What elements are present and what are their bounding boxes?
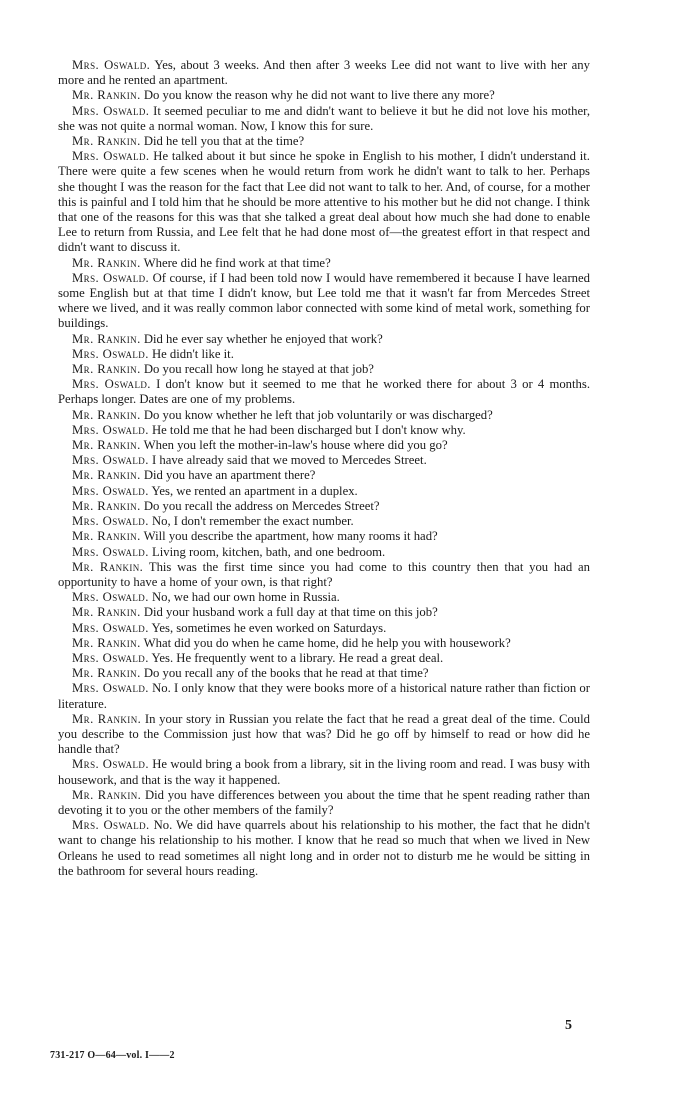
statement-text: He told me that he had been discharged but I don't know why. (151, 422, 466, 437)
speaker-name: Mr. Rankin. (72, 559, 144, 574)
speaker-name: Mrs. Oswald. (72, 483, 149, 498)
testimony-transcript (58, 58, 590, 879)
speaker-name: Mr. Rankin. (72, 438, 141, 453)
statement-text: He talked about it but since he spoke in English to his mother, I didn't understand it. There were quite a few scenes when he would return from work he didn't want to talk to her. Perhaps she thought I was the reason for the fact that Lee did not want to talk to her. And, of course, for a mother this is painful and I told him that he should be more attentive to his mother but he did not change. I think that one of the reasons for this was that she talked a great deal about how much she had done to enable Lee to return from Russia, and Lee felt that he had done most of—the greatest effort in that respect and didn't want to discuss it. (58, 149, 590, 255)
testimony-paragraph (58, 757, 590, 787)
statement-text: It seemed peculiar to me and didn't want to believe it but he did not love his mother, she was not quite a normal woman. Now, I know this for sure. (58, 103, 590, 133)
speaker-name: Mrs. Oswald. (72, 590, 149, 605)
statement-text: This was the first time since you had come to this country then that you had an opportunity to have a home of your own, is that right? (58, 559, 590, 589)
testimony-paragraph (58, 453, 590, 468)
statement-text: Yes, we rented an apartment in a duplex. (151, 483, 358, 498)
speaker-name: Mrs. Oswald. (72, 270, 150, 285)
speaker-name: Mrs. Oswald. (72, 620, 149, 635)
statement-text: In your story in Russian you relate the fact that he read a great deal of the time. Could you describe to the Commission just how that was? Did he go off by himself to read or how did he handle that? (58, 711, 591, 757)
statement-text: Did you have differences between you about the time that he spent reading rather than devoting it to you or the other members of the family? (58, 787, 590, 817)
speaker-name: Mr. Rankin. (72, 88, 141, 103)
statement-text: When you left the mother-in-law's house where did you go? (143, 438, 448, 453)
statement-text: What did you do when he came home, did he help you with housework? (143, 635, 511, 650)
testimony-paragraph (58, 605, 590, 620)
testimony-paragraph (58, 149, 590, 255)
testimony-paragraph (58, 514, 590, 529)
statement-text: He didn't like it. (151, 346, 234, 361)
testimony-paragraph (58, 423, 590, 438)
speaker-name: Mr. Rankin. (72, 529, 141, 544)
statement-text: Do you recall any of the books that he read at that time? (143, 666, 429, 681)
speaker-name: Mr. Rankin. (72, 362, 141, 377)
testimony-paragraph (58, 377, 590, 407)
testimony-paragraph (58, 408, 590, 423)
statement-text: Yes, sometimes he even worked on Saturdays. (151, 620, 387, 635)
testimony-paragraph (58, 499, 590, 514)
statement-text: Do you recall how long he stayed at that job? (143, 362, 374, 377)
testimony-paragraph (58, 788, 590, 818)
testimony-paragraph (58, 438, 590, 453)
speaker-name: Mrs. Oswald. (72, 377, 151, 392)
testimony-paragraph (58, 271, 590, 332)
testimony-paragraph (58, 666, 590, 681)
statement-text: Do you recall the address on Mercedes Street? (143, 498, 380, 513)
speaker-name: Mr. Rankin. (72, 468, 141, 483)
speaker-name: Mrs. Oswald. (72, 544, 149, 559)
statement-text: Did he ever say whether he enjoyed that work? (143, 331, 383, 346)
speaker-name: Mrs. Oswald. (72, 757, 149, 772)
testimony-paragraph (58, 590, 590, 605)
speaker-name: Mr. Rankin. (72, 787, 142, 802)
statement-text: Yes, about 3 weeks. And then after 3 weeks Lee did not want to live with her any more and he rented an apartment. (58, 58, 590, 88)
speaker-name: Mr. Rankin. (72, 407, 141, 422)
statement-text: Yes. He frequently went to a library. He read a great deal. (151, 650, 444, 665)
testimony-paragraph (58, 104, 590, 134)
statement-text: No. I only know that they were books more of a historical nature rather than fiction or literature. (58, 681, 591, 711)
testimony-paragraph (58, 332, 590, 347)
speaker-name: Mr. Rankin. (72, 498, 141, 513)
speaker-name: Mrs. Oswald. (72, 149, 150, 164)
statement-text: He would bring a book from a library, sit in the living room and read. I was busy with housework, and that is the way it happened. (58, 757, 590, 787)
statement-text: Of course, if I had been told now I would have remembered it because I have learned some English but at that time I didn't know, but Lee told me that it wasn't far from Mercedes Street where we lived, and it was really common labor connected with some kind of metal work, something for buildings. (58, 270, 590, 331)
testimony-paragraph (58, 621, 590, 636)
speaker-name: Mr. Rankin. (72, 666, 141, 681)
statement-text: No. We did have quarrels about his relationship to his mother, the fact that he didn't want to change his relationship to his mother. I know that he read so much that when we lived in New Orleans he used to read sometimes all night long and in order not to disturb me he would be sitting in the bathroom for several hours reading. (58, 818, 590, 878)
speaker-name: Mr. Rankin. (72, 255, 141, 270)
statement-text: I have already said that we moved to Mercedes Street. (151, 453, 427, 468)
speaker-name: Mrs. Oswald. (72, 453, 149, 468)
print-footer: 731-217 O—64—vol. I——2 (50, 1050, 175, 1061)
testimony-paragraph (58, 468, 590, 483)
speaker-name: Mr. Rankin. (72, 635, 141, 650)
statement-text: Will you describe the apartment, how many rooms it had? (143, 529, 438, 544)
speaker-name: Mr. Rankin. (72, 134, 141, 149)
testimony-paragraph (58, 560, 590, 590)
speaker-name: Mr. Rankin. (72, 605, 141, 620)
testimony-paragraph (58, 545, 590, 560)
statement-text: Where did he find work at that time? (143, 255, 331, 270)
testimony-paragraph (58, 529, 590, 544)
testimony-paragraph (58, 651, 590, 666)
testimony-paragraph (58, 362, 590, 377)
speaker-name: Mrs. Oswald. (72, 346, 149, 361)
statement-text: Do you know the reason why he did not want to live there any more? (143, 88, 495, 103)
speaker-name: Mr. Rankin. (72, 331, 141, 346)
testimony-paragraph (58, 484, 590, 499)
speaker-name: Mr. Rankin. (72, 711, 142, 726)
page-number: 5 (565, 1018, 572, 1033)
speaker-name: Mrs. Oswald. (72, 818, 150, 833)
testimony-paragraph (58, 58, 590, 88)
statement-text: Did he tell you that at the time? (143, 134, 305, 149)
statement-text: Did you have an apartment there? (143, 468, 316, 483)
statement-text: Did your husband work a full day at that time on this job? (143, 605, 438, 620)
statement-text: No, I don't remember the exact number. (151, 514, 354, 529)
speaker-name: Mrs. Oswald. (72, 514, 149, 529)
testimony-paragraph (58, 712, 590, 758)
statement-text: No, we had our own home in Russia. (151, 590, 340, 605)
testimony-paragraph (58, 636, 590, 651)
speaker-name: Mrs. Oswald. (72, 58, 151, 72)
testimony-paragraph (58, 88, 590, 103)
speaker-name: Mrs. Oswald. (72, 650, 149, 665)
speaker-name: Mrs. Oswald. (72, 103, 150, 118)
speaker-name: Mrs. Oswald. (72, 422, 149, 437)
statement-text: I don't know but it seemed to me that he worked there for about 3 or 4 months. Perhaps longer. Dates are one of my problems. (58, 377, 590, 407)
testimony-paragraph (58, 256, 590, 271)
statement-text: Do you know whether he left that job voluntarily or was discharged? (143, 407, 493, 422)
testimony-paragraph (58, 347, 590, 362)
testimony-paragraph (58, 818, 590, 879)
testimony-paragraph (58, 134, 590, 149)
statement-text: Living room, kitchen, bath, and one bedroom. (151, 544, 386, 559)
speaker-name: Mrs. Oswald. (72, 681, 149, 696)
testimony-paragraph (58, 681, 590, 711)
